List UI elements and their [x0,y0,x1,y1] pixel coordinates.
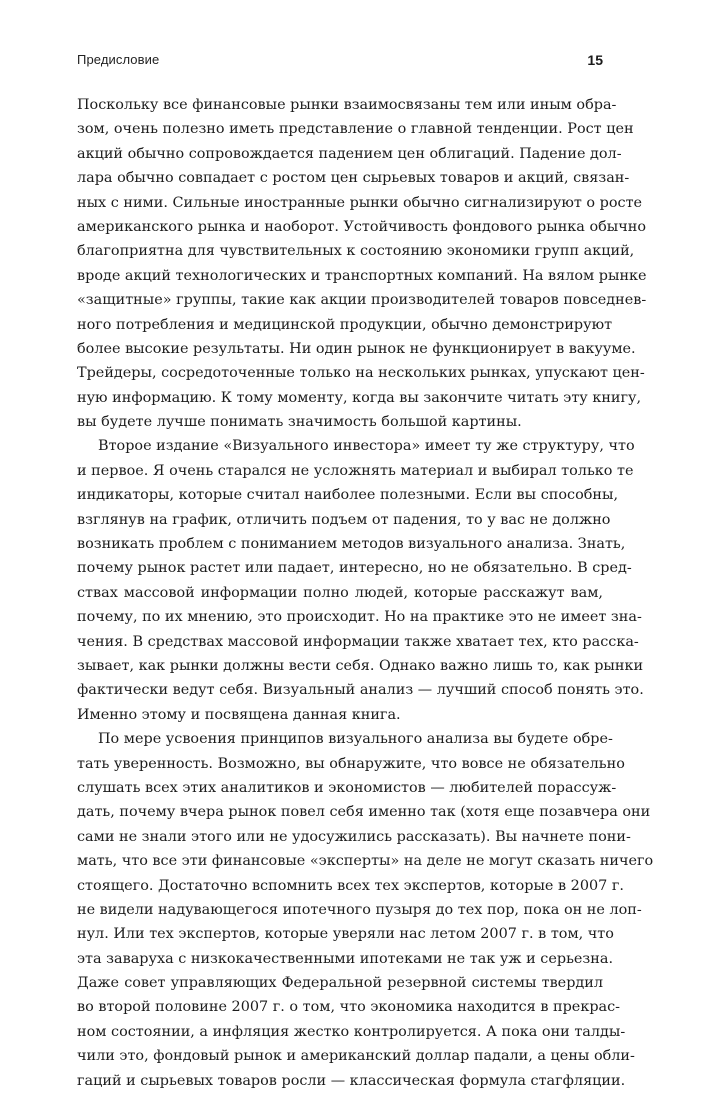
text-line: По мере усвоения принципов визуального анализа вы будете обре- [98,731,613,748]
running-header [77,52,603,74]
text-line: вы будете лучше понимать значимость большой картины. [77,414,522,431]
text-line: Именно этому и посвящена данная книга. [77,706,401,723]
text-line: нул. Или тех экспертов, которые уверяли нас летом 2007 г. в том, что [77,926,614,943]
text-line: чили это, фондовый рынок и американский доллар падали, а цены обли- [77,1048,635,1065]
paragraph [77,727,654,1093]
text-line: почему рынок растет или падает, интересно, но не обязательно. В сред- [77,560,632,577]
text-line: ного потребления и медицинской продукции, обычно демонстрируют [77,316,613,333]
text-line: Поскольку все финансовые рынки взаимосвязаны тем или иным обра- [77,97,617,113]
text-line: Даже совет управляющих Федеральной резервной системы твердил [77,975,603,992]
text-line: во второй половине 2007 г. о том, что экономика находится в прекрас- [77,999,621,1016]
page-number: 15 [587,52,603,68]
paragraph [77,93,647,434]
text-line: сами не знали этого или не удосужились рассказать). Вы начнете пони- [77,828,631,845]
text-line: мать, что все эти финансовые «эксперты» на деле не могут сказать ничего [77,853,654,870]
text-line: зом, очень полезно иметь представление о главной тенденции. Рост цен [77,121,634,138]
text-line: ных с ними. Сильные иностранные рынки обычно сигнализируют о росте [77,194,643,211]
text-line: фактически ведут себя. Визуальный анализ — лучший способ понять это. [77,682,644,699]
text-line: Трейдеры, сосредоточенные только на нескольких рынках, упускают цен- [77,365,645,382]
text-line: слушать всех этих аналитиков и экономистов — любителей порассуж- [77,779,617,796]
text-line: индикаторы, которые считал наиболее полезными. Если вы способны, [77,487,619,504]
text-line: и первое. Я очень старался не усложнять материал и выбирал только те [77,462,634,479]
text-line: зывает, как рынки должны вести себя. Однако важно лишь то, как рынки [77,657,644,674]
text-line: тать уверенность. Возможно, вы обнаружите, что вовсе не обязательно [77,755,625,772]
section-title: Предисловие [77,52,160,67]
text-line: акций обычно сопровождается падением цен облигаций. Падение дол- [77,145,622,162]
text-line: ствах массовой информации полно людей, которые расскажут вам, [77,584,603,601]
text-line: благоприятна для чувствительных к состоянию экономики групп акций, [77,243,635,260]
text-line: дать, почему вчера рынок повел себя именно так (хотя еще позавчера они [77,804,651,821]
text-line: чения. В средствах массовой информации также хватает тех, кто расска- [77,633,639,650]
text-line: гаций и сырьевых товаров росли — классическая формула стагфляции. [77,1072,626,1089]
text-line: более высокие результаты. Ни один рынок не функционирует в вакууме. [77,340,636,357]
text-line: лара обычно совпадает с ростом цен сырьевых товаров и акций, связан- [77,170,630,187]
text-line: Второе издание «Визуального инвестора» имеет ту же структуру, что [98,438,635,455]
text-line: вроде акций технологических и транспортных компаний. На вялом рынке [77,267,647,284]
text-line: взглянув на график, отличить подъем от падения, то у вас не должно [77,511,611,528]
text-line: ном состоянии, а инфляция жестко контролируется. А пока они талды- [77,1023,626,1040]
text-line: стоящего. Достаточно вспомнить всех тех экспертов, которые в 2007 г. [77,877,624,894]
text-line: почему, по их мнению, это происходит. Но на практике это не имеет зна- [77,609,642,626]
text-line: ную информацию. К тому моменту, когда вы закончите читать эту книгу, [77,389,642,406]
text-line: «защитные» группы, такие как акции производителей товаров повседнев- [77,292,647,309]
text-line: не видели надувающегося ипотечного пузыря до тех пор, пока он не лоп- [77,901,642,918]
text-line: возникать проблем с пониманием методов визуального анализа. Знать, [77,536,626,553]
text-line: эта заваруха с низкокачественными ипотеками не так уж и серьезна. [77,950,614,967]
body-text [77,93,654,1093]
text-line: американского рынка и наоборот. Устойчивость фондового рынка обычно [77,218,646,235]
paragraph [77,434,644,727]
